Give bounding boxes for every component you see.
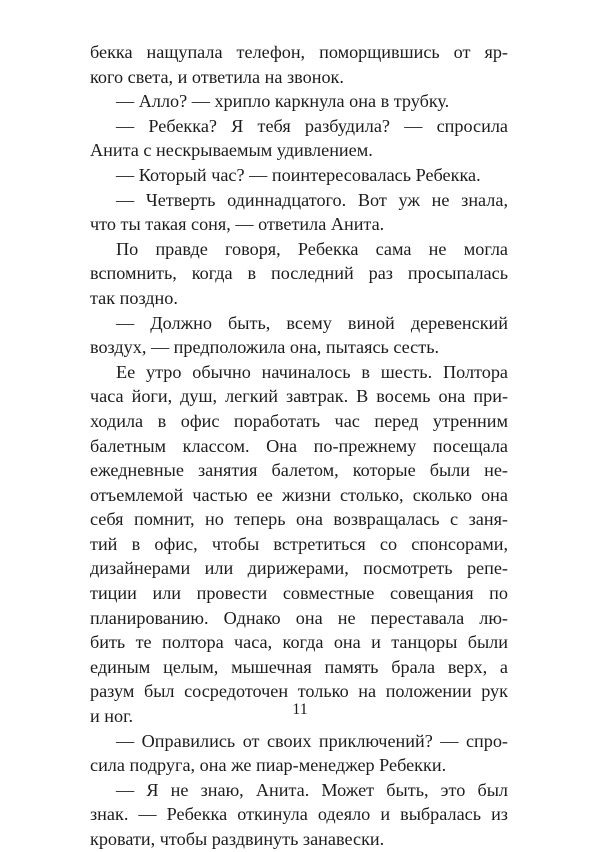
text-line: тиции или провести совместные совещания по [90, 583, 508, 604]
text-line: балетным классом. Она по-прежнему посещала [90, 435, 508, 456]
text-line: отъемлемой частью ее жизни столько, сколько она [90, 484, 508, 505]
text-line: — Ребекка? Я тебя разбудила? — спросила [116, 115, 508, 136]
text-line: дизайнерами или дирижерами, посмотреть репе- [90, 558, 508, 579]
text-line: — Оправились от своих приключений? — спро- [116, 730, 508, 751]
text-line: — Четверть одиннадцатого. Вот уж не знала, [116, 189, 508, 210]
text-line: себя помнит, но теперь она возвращалась с заня- [90, 509, 508, 530]
page-number: 11 [292, 701, 308, 718]
text-line: — Алло? — хрипло каркнула она в трубку. [116, 91, 450, 112]
text-line: часа йоги, душ, легкий завтрак. В восемь она при- [90, 386, 508, 407]
text-line: — Который час? — поинтересовалась Ребекка. [116, 164, 481, 185]
text-line: бекка нащупала телефон, поморщившись от яр- [90, 42, 508, 62]
text-line: планированию. Однако она не переставала лю- [90, 607, 508, 628]
text-line: воздух, — предположила она, пытаясь сесть. [90, 337, 440, 358]
text-line: — Должно быть, всему виной деревенский [116, 312, 508, 333]
text-line: и ног. [90, 706, 134, 727]
text-line: кого света, и ответила на звонок. [90, 66, 344, 87]
text-line: ходила в офис поработать час перед утренним [90, 410, 508, 431]
text-line: что ты такая соня, — ответила Анита. [90, 214, 385, 235]
text-line: ежедневные занятия балетом, которые были не- [90, 460, 508, 481]
text-line: Ее утро обычно начиналось в шесть. Полтора [116, 361, 508, 382]
text-line: единым целым, мышечная память брала верх, а [90, 656, 508, 677]
text-line: кровати, чтобы раздвинуть занавески. [90, 829, 385, 849]
text-line: По правде говоря, Ребекка сама не могла [116, 238, 508, 259]
text-line: так поздно. [90, 287, 178, 308]
body-text [90, 40, 508, 852]
text-line: сила подруга, она же пиар-менеджер Ребекки. [90, 755, 447, 776]
text-line: — Я не знаю, Анита. Может быть, это был [116, 779, 508, 800]
text-line: тий в офис, чтобы встретиться со спонсорами, [90, 533, 508, 554]
text-line: знак. — Ребекка откинула одеяло и выбралась из [90, 804, 508, 825]
text-line: Анита с нескрываемым удивлением. [90, 140, 373, 161]
text-line: вспомнить, когда в последний раз просыпалась [90, 263, 508, 284]
text-line: бить те полтора часа, когда она и танцоры были [90, 632, 508, 653]
text-line: разум был сосредоточен только на положении рук [90, 681, 508, 702]
